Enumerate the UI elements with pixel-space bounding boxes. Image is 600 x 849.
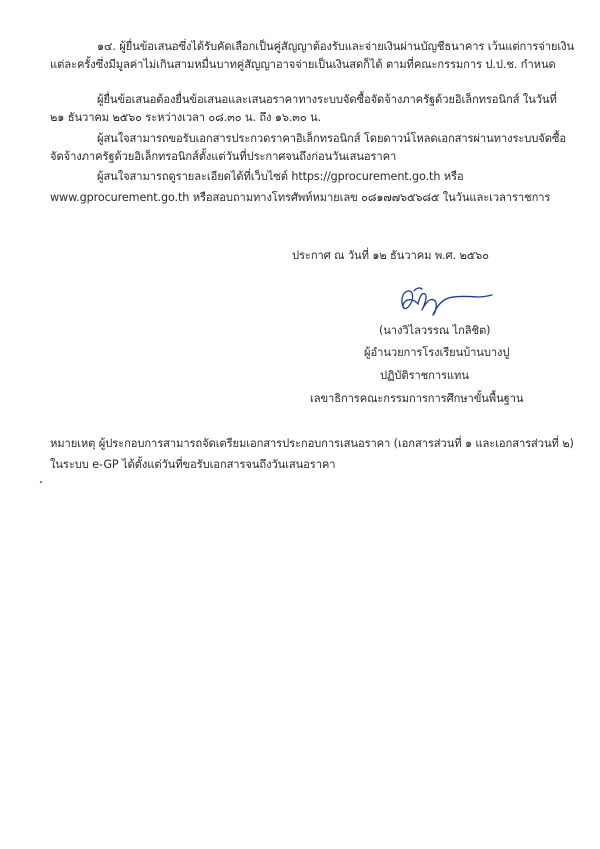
signer-name: (นางวิไลวรรณ ไกลิชิต) — [379, 324, 491, 337]
request-paragraph-line-2: จัดจ้างภาครัฐด้วยอิเล็กทรอนิกส์ตั้งแต่วันที่ประกาศจนถึงก่อนวันเสนอราคา — [50, 150, 397, 163]
submission-paragraph-line-1: ผู้ยื่นข้อเสนอต้องยื่นข้อเสนอและเสนอราคาทางระบบจัดซื้อจัดจ้างภาครัฐด้วยอิเล็กทรอนิกส์ ในวันที่ — [97, 93, 557, 106]
submission-paragraph-line-2: ๒๑ ธันวาคม ๒๕๖๐ ระหว่างเวลา ๐๘.๓๐ น. ถึง ๑๖.๓๐ น. — [50, 111, 322, 124]
clause-14-line-2: แต่ละครั้งซึ่งมีมูลค่าไม่เกินสามหมื่นบาทคู่สัญญาอาจจ่ายเป็นเงินสดก็ได้ ตามที่คณะกรรมการ ป.ป.ช. กำหนด — [50, 58, 556, 71]
details-paragraph-line-1: ผู้สนใจสามารถดูรายละเอียดได้ที่เว็บไซต์ https://gprocurement.go.th หรือ — [97, 170, 464, 183]
signature-image — [392, 282, 502, 322]
details-paragraph-line-2: www.gprocurement.go.th หรือสอบถามทางโทรศัพท์หมายเลข ๐๘๑๗๗๖๕๖๘๕ ในวันและเวลาราชการ — [50, 191, 551, 204]
note-line-1: หมายเหตุ ผู้ประกอบการสามารถจัดเตรียมเอกสารประกอบการเสนอราคา (เอกสารส่วนที่ ๑ และเอกสารส่วนที่ ๒) — [50, 437, 574, 450]
stray-ink-mark — [40, 481, 42, 483]
signer-title-school-director: ผู้อำนวยการโรงเรียนบ้านบางปู — [364, 346, 510, 359]
request-paragraph-line-1: ผู้สนใจสามารถขอรับเอกสารประกวดราคาอิเล็กทรอนิกส์ โดยดาวน์โหลดเอกสารผ่านทางระบบจัดซื้อ — [97, 132, 566, 145]
note-line-2: ในระบบ e-GP ได้ตั้งแต่วันที่ขอรับเอกสารจนถึงวันเสนอราคา — [50, 458, 336, 471]
signer-title-secretary-general: เลขาธิการคณะกรรมการการศึกษาขั้นพื้นฐาน — [310, 392, 524, 405]
announcement-date: ประกาศ ณ วันที่ ๑๒ ธันวาคม พ.ศ. ๒๕๖๐ — [292, 249, 489, 262]
signer-title-acting: ปฏิบัติราชการแทน — [380, 369, 469, 382]
clause-14-line-1: ๑๔. ผู้ยื่นข้อเสนอซึ่งได้รับคัดเลือกเป็นคู่สัญญาต้องรับและจ่ายเงินผ่านบัญชีธนาคาร เว้นแต่การจ่ายเงิน — [97, 40, 575, 53]
